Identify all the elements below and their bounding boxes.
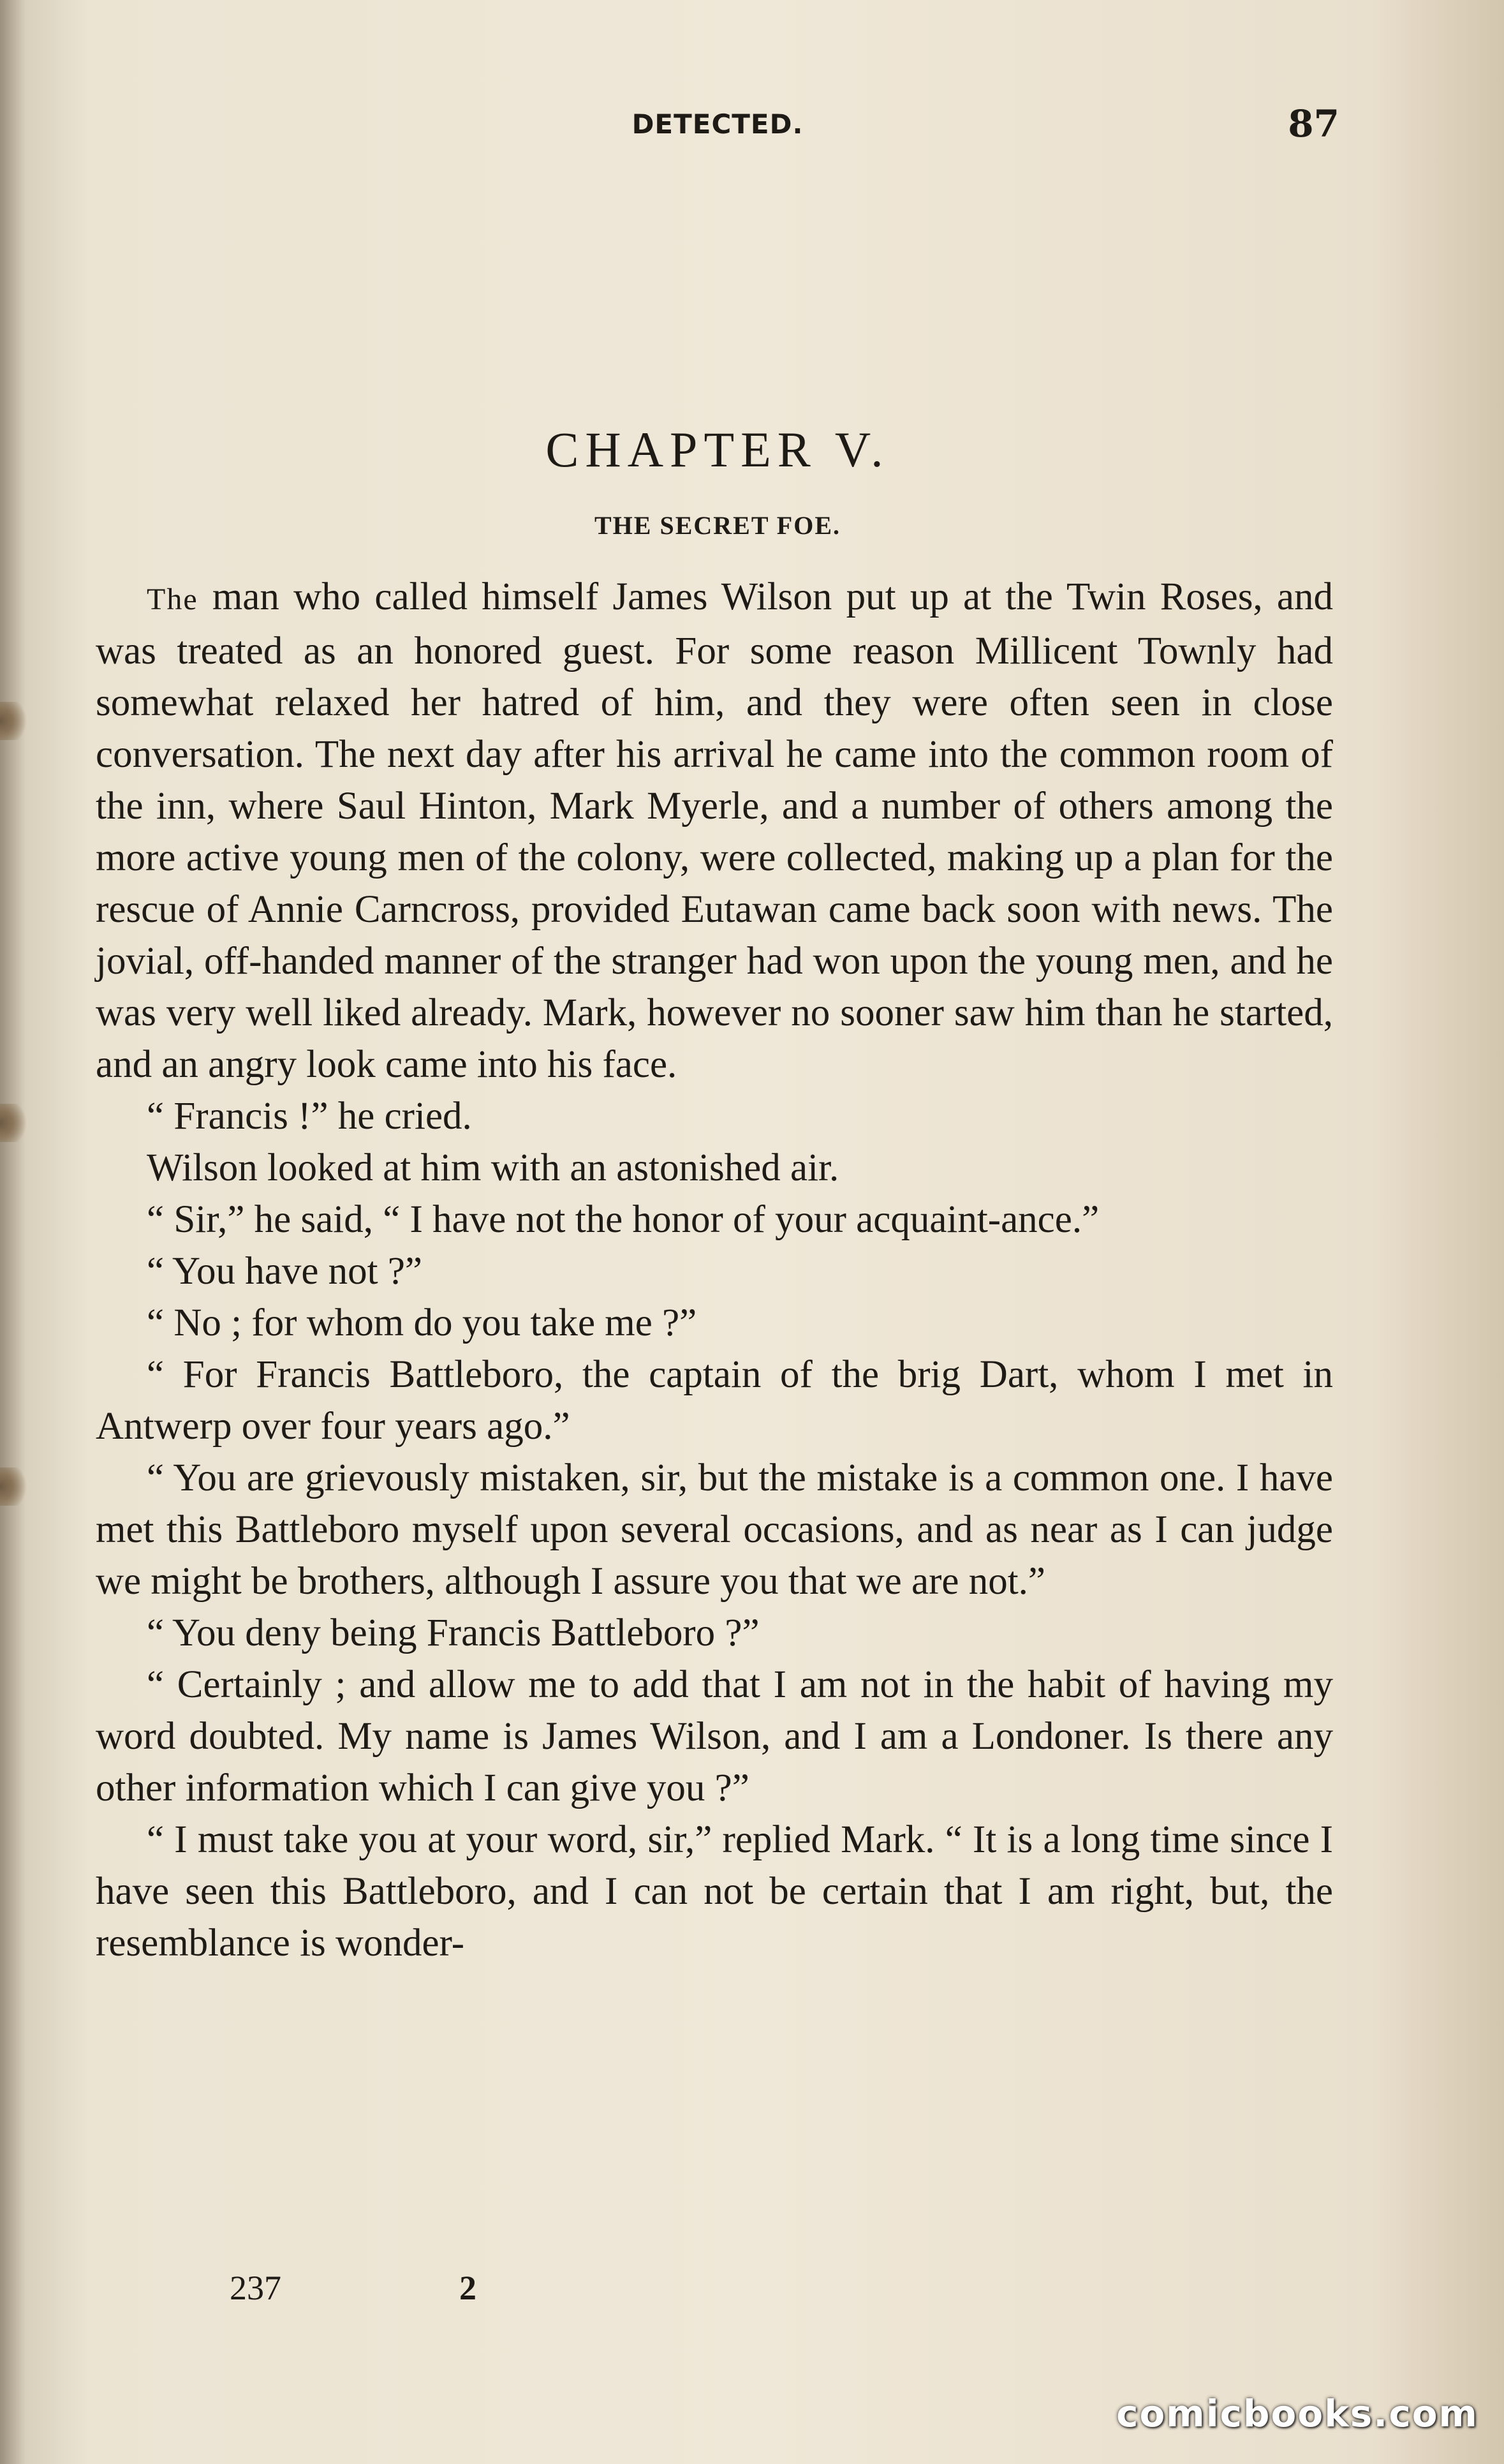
- page-header: [96, 102, 1339, 153]
- site-watermark: comicbooks.com: [1116, 2392, 1478, 2435]
- printer-signature: 237: [230, 2269, 281, 2307]
- paragraph: Wilson looked at him with an astonished air.: [147, 1147, 839, 1189]
- page-edge-tear: [0, 702, 32, 740]
- paragraph: “ Certainly ; and allow me to add that I am not in the habit of having my word doubted. My name is James Wilson, and I am a Londoner. Is there any other information which I can give you ?”: [96, 1663, 1333, 1809]
- paragraph: “ You have not ?”: [147, 1250, 423, 1293]
- page-edge-tear: [0, 1104, 32, 1142]
- paragraph: “ No ; for whom do you take me ?”: [147, 1302, 697, 1344]
- chapter-subtitle: THE SECRET FOE.: [594, 511, 841, 540]
- page-edge-tear: [0, 1467, 32, 1506]
- paragraph: “ For Francis Battleboro, the captain of the brig Dart, whom I met in Antwerp over four years ago.”: [96, 1353, 1333, 1448]
- paragraph: “ You deny being Francis Battleboro ?”: [147, 1612, 760, 1654]
- paragraph: [96, 571, 1333, 1090]
- paragraph-lead-word: The: [147, 583, 198, 616]
- paragraph: “ Sir,” he said, “ I have not the honor of your acquaint-ance.”: [147, 1198, 1100, 1241]
- signature-mark: 2: [459, 2269, 476, 2307]
- body-text: [96, 571, 1333, 1969]
- paragraph: “ You are grievously mistaken, sir, but the mistake is a common one. I have met this Battleboro myself upon several occasions, and as near as I can judge we might be brothers, although I assure you that we are not.”: [96, 1457, 1333, 1603]
- paragraph: “ Francis !” he cried.: [147, 1095, 472, 1138]
- page-number: 87: [1288, 102, 1339, 145]
- paragraph: “ I must take you at your word, sir,” replied Mark. “ It is a long time since I have seen this Battleboro, and I can not be certain that I am right, but, the resemblance is wonder-: [96, 1818, 1333, 1964]
- paragraph-text: man who called himself James Wilson put up at the Twin Roses, and was treated as an honored guest. For some reason Millicent Townly had somewhat relaxed her hatred of him, and they were often seen in close conversation. The next day after his arrival he came into the common room of the inn, where Saul Hinton, Mark Myerle, and a number of others among the more active young men of the colony, were collected, making up a plan for the rescue of Annie Carncross, provided Eutawan came back soon with news. The jovial, off-handed manner of the stranger had won upon the young men, and he was very well liked already. Mark, however no sooner saw him than he started, and an angry look came into his face.: [96, 575, 1333, 1086]
- running-head: DETECTED.: [631, 108, 804, 140]
- chapter-title: CHAPTER V.: [545, 422, 890, 477]
